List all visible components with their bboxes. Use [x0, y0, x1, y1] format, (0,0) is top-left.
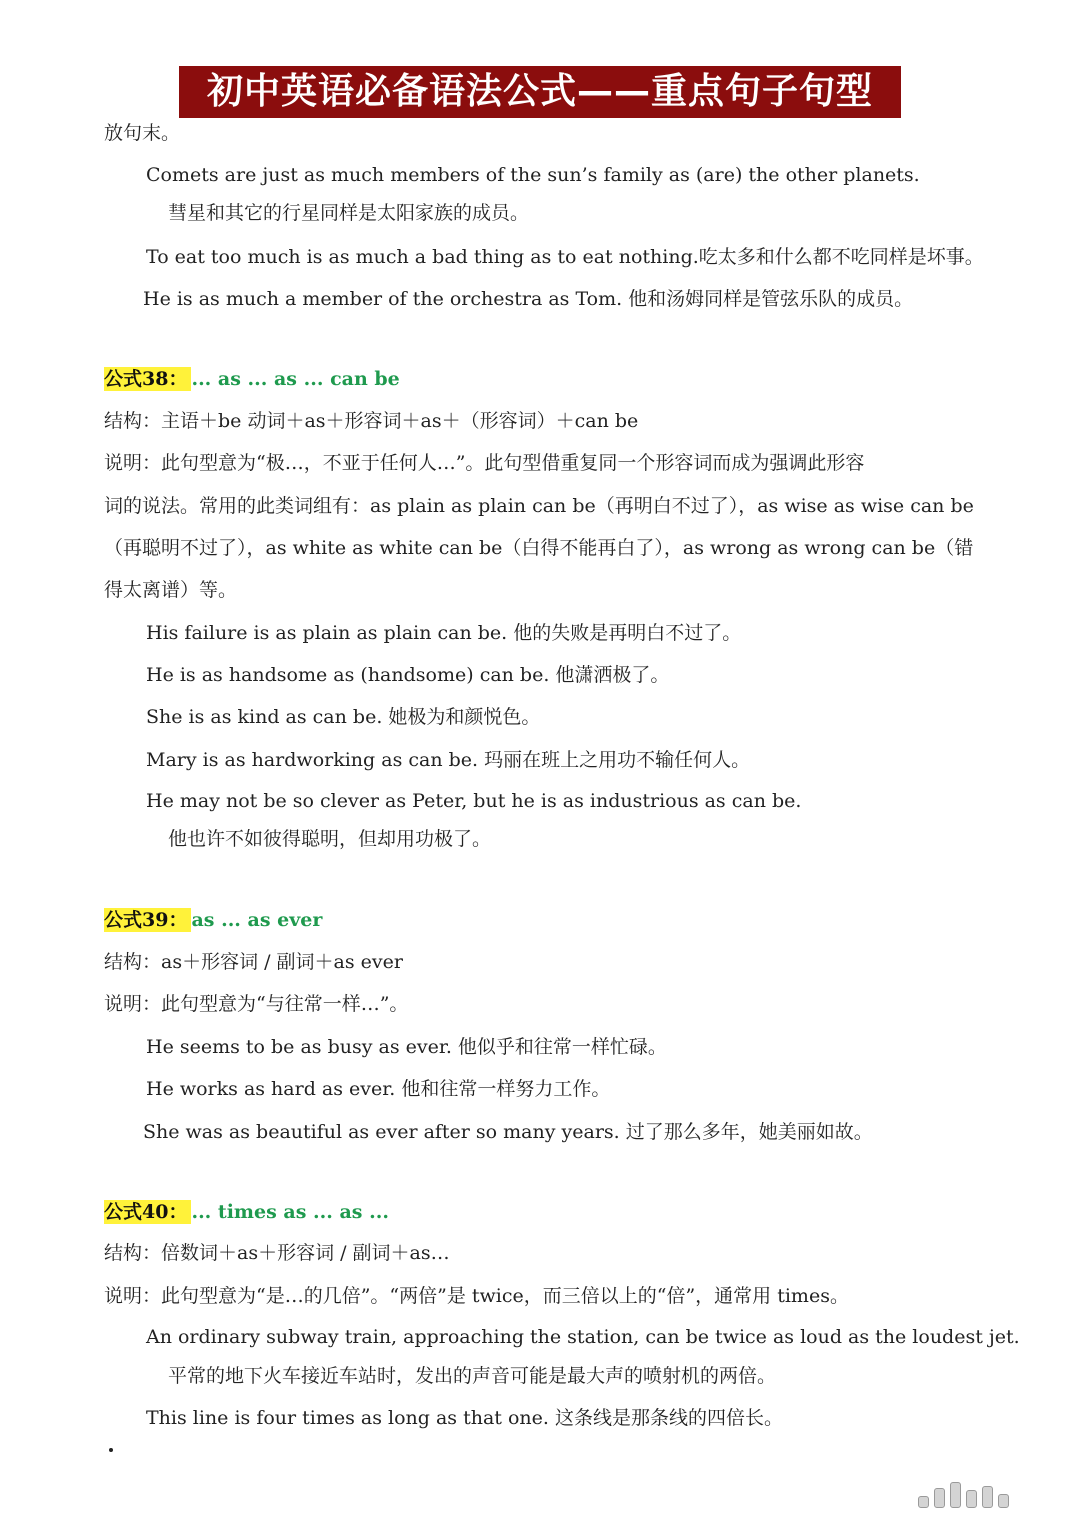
formula-pattern: as ... as ever — [191, 909, 323, 931]
intro-example-en: Comets are just as much members of the sun’s family as (are) the other planets. — [146, 164, 920, 186]
explanation-line: 说明：此句型意为“极…，不亚于任何人…”。此句型借重复同一个形容词而成为强调此形容 — [104, 452, 865, 474]
structure-line: 结构：倍数词＋as＋形容词 / 副词＋as… — [104, 1242, 450, 1264]
formula-tag: 公式40： — [104, 1200, 191, 1224]
formula-tag: 公式39： — [104, 908, 191, 932]
intro-example-en: He is as much a member of the orchestra as Tom. 他和汤姆同样是管弦乐队的成员。 — [143, 288, 914, 310]
example-sentence: An ordinary subway train, approaching the station, can be twice as loud as the loudest jet. — [146, 1326, 1020, 1348]
example-sentence: Mary is as hardworking as can be. 玛丽在班上之用功不输任何人。 — [146, 749, 751, 771]
example-sentence: He may not be so clever as Peter, but he is as industrious as can be. — [146, 790, 802, 812]
watermark-logo-icon — [918, 1482, 1009, 1508]
intro-example-zh: 彗星和其它的行星同样是太阳家族的成员。 — [168, 202, 530, 224]
example-translation: 他也许不如彼得聪明，但却用功极了。 — [168, 828, 492, 850]
formula-pattern: ... times as ... as ... — [191, 1201, 389, 1223]
example-sentence: His failure is as plain as plain can be. 他的失败是再明白不过了。 — [146, 622, 742, 644]
example-sentence: This line is four times as long as that one. 这条线是那条线的四倍长。 — [146, 1407, 783, 1429]
example-sentence: He seems to be as busy as ever. 他似乎和往常一样忙碌。 — [146, 1036, 667, 1058]
intro-continuation: 放句末。 — [104, 122, 181, 144]
stray-dot — [109, 1448, 113, 1452]
formula-pattern: ... as ... as ... can be — [191, 368, 400, 390]
example-sentence: He is as handsome as (handsome) can be. 他潇洒极了。 — [146, 664, 670, 686]
explanation-line: 词的说法。常用的此类词组有：as plain as plain can be（再明白不过了），as wise as wise can be — [104, 495, 974, 517]
explanation-line: 说明：此句型意为“与往常一样…”。 — [104, 993, 409, 1015]
example-translation: 平常的地下火车接近车站时，发出的声音可能是最大声的喷射机的两倍。 — [168, 1365, 777, 1387]
explanation-line: 得太离谱）等。 — [104, 579, 238, 601]
formula-heading-38 — [104, 365, 400, 393]
structure-line: 结构：as＋形容词 / 副词＋as ever — [104, 951, 403, 973]
example-sentence: He works as hard as ever. 他和往常一样努力工作。 — [146, 1078, 611, 1100]
page-title: 初中英语必备语法公式——重点句子句型 — [179, 66, 901, 118]
explanation-line: （再聪明不过了），as white as white can be（白得不能再白了），as wrong as wrong can be（错 — [104, 537, 974, 559]
formula-heading-40 — [104, 1198, 389, 1226]
formula-tag: 公式38： — [104, 367, 191, 391]
example-sentence: She is as kind as can be. 她极为和颜悦色。 — [146, 706, 541, 728]
intro-example-en: To eat too much is as much a bad thing as to eat nothing.吃太多和什么都不吃同样是坏事。 — [146, 246, 984, 268]
example-sentence: She was as beautiful as ever after so many years. 过了那么多年，她美丽如故。 — [143, 1121, 873, 1143]
structure-line: 结构：主语＋be 动词＋as＋形容词＋as＋（形容词）＋can be — [104, 410, 639, 432]
formula-heading-39 — [104, 906, 322, 934]
explanation-line: 说明：此句型意为“是…的几倍”。“两倍”是 twice，而三倍以上的“倍”，通常用 times。 — [104, 1285, 849, 1307]
